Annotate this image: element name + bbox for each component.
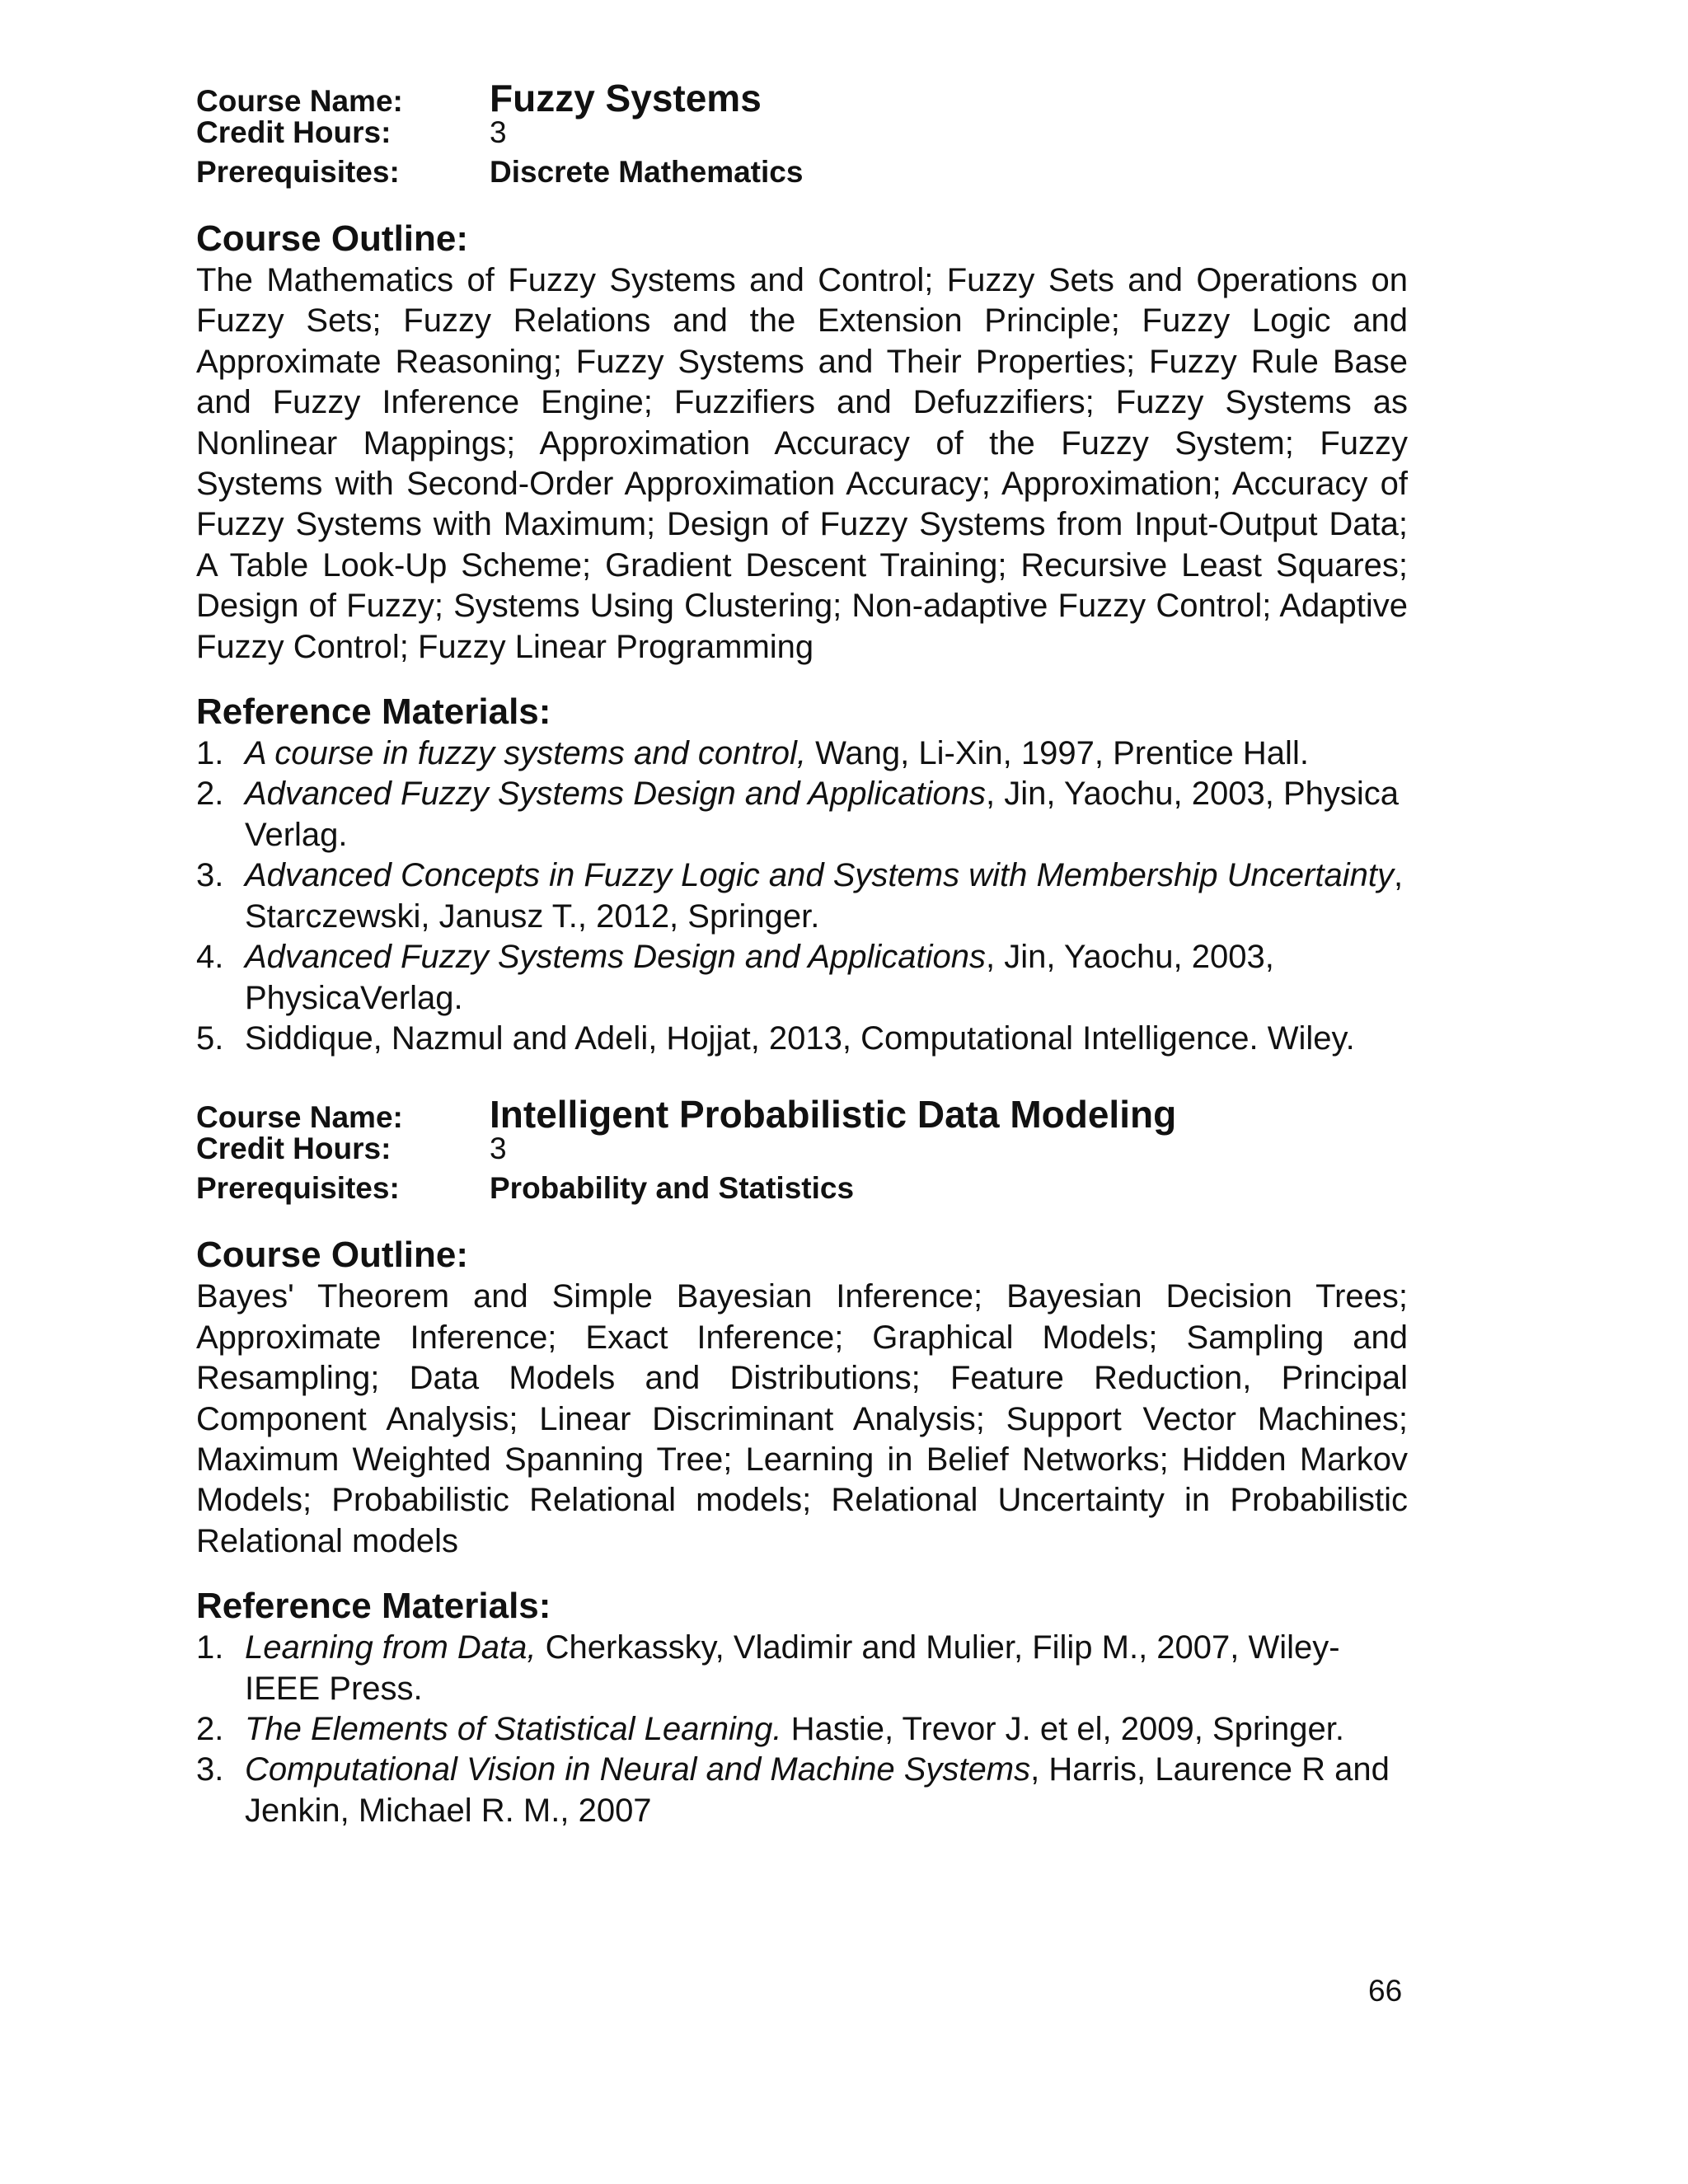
course-name-value: Fuzzy Systems [490, 77, 762, 120]
document-page [196, 76, 1408, 1831]
reference-title: Computational Vision in Neural and Machine Systems [245, 1751, 1031, 1788]
reference-item [196, 1750, 1408, 1831]
page-number: 66 [1368, 1974, 1403, 2008]
course-name-label: Course Name: [196, 1100, 403, 1135]
course-outline-text: Bayes' Theorem and Simple Bayesian Inference; Bayesian Decision Trees; Approximate Inference; Exact Inference; Graphical Models; Sampling and Resampling; Data Models and Distributions; Feature Reduction, Principal Component Analysis; Linear Discriminant Analysis; Support Vector Machines; Maximum Weighted Spanning Tree; Learning in Belief Networks; Hidden Markov Models; Probabilistic Relational models; Relational Uncertainty in Probabilistic Relational models [196, 1278, 1408, 1559]
reference-number: 3. [196, 857, 224, 894]
reference-title: Learning from Data, [245, 1629, 537, 1666]
reference-number: 5. [196, 1019, 224, 1057]
credit-hours-row [196, 115, 1408, 155]
course-name-row [196, 1092, 1408, 1137]
prerequisites-value: Discrete Mathematics [490, 155, 804, 189]
reference-number: 1. [196, 1629, 224, 1666]
credit-hours-label: Credit Hours: [196, 1132, 392, 1166]
course-name-value: Intelligent Probabilistic Data Modeling [490, 1093, 1177, 1137]
reference-number: 4. [196, 939, 224, 976]
reference-details: , Harris, Laurence R and Jenkin, Michael R. M., 2007 [245, 1751, 1390, 1829]
reference-number: 1. [196, 735, 224, 772]
course-outline-text: The Mathematics of Fuzzy Systems and Control; Fuzzy Sets and Operations on Fuzzy Sets; Fuzzy Relations and the Extension Principle; Fuzzy Logic and Approximate Reasoning; Fuzzy Systems and Their Properties; Fuzzy Rule Base and Fuzzy Inference Engine; Fuzzifiers and Defuzzifiers; Fuzzy Systems as Nonlinear Mappings; Approximation Accuracy of the Fuzzy System; Fuzzy Systems with Second-Order Approximation Accuracy; Approximation; Accuracy of Fuzzy Systems with Maximum; Design of Fuzzy Systems from Input-Output Data; A Table Look-Up Scheme; Gradient Descent Training; Recursive Least Squares; Design of Fuzzy; Systems Using Clustering; Non-adaptive Fuzzy Control; Adaptive Fuzzy Control; Fuzzy Linear Programming [196, 262, 1408, 665]
course-outline-heading: Course Outline: [196, 1235, 469, 1276]
prerequisites-label: Prerequisites: [196, 155, 400, 189]
reference-materials-heading: Reference Materials: [196, 691, 551, 733]
reference-number: 2. [196, 1710, 224, 1747]
reference-item [196, 855, 1408, 937]
reference-title: Advanced Fuzzy Systems Design and Applications [245, 939, 986, 976]
reference-title: The Elements of Statistical Learning. [245, 1710, 782, 1747]
reference-details: Wang, Li-Xin, 1997, Prentice Hall. [806, 735, 1309, 772]
prerequisites-value: Probability and Statistics [490, 1171, 855, 1206]
reference-title: Advanced Fuzzy Systems Design and Applications [245, 776, 986, 813]
reference-details: , Jin, Yaochu, 2003, Physica Verlag. [245, 776, 1400, 853]
reference-details: Siddique, Nazmul and Adeli, Hojjat, 2013, Computational Intelligence. Wiley. [245, 1019, 1355, 1057]
course-block-fuzzy-systems [196, 76, 1408, 1059]
reference-details: , Jin, Yaochu, 2003, PhysicaVerlag. [245, 939, 1274, 1016]
reference-list [196, 1628, 1408, 1831]
course-outline-heading: Course Outline: [196, 218, 469, 259]
credit-hours-row [196, 1132, 1408, 1171]
reference-item [196, 937, 1408, 1019]
reference-title: A course in fuzzy systems and control, [245, 735, 807, 772]
reference-item [196, 1628, 1408, 1709]
reference-title: Advanced Concepts in Fuzzy Logic and Systems with Membership Uncertainty [245, 857, 1394, 894]
reference-number: 2. [196, 776, 224, 813]
reference-item [196, 1709, 1408, 1750]
credit-hours-label: Credit Hours: [196, 115, 392, 149]
prerequisites-row [196, 155, 1408, 194]
course-name-label: Course Name: [196, 84, 403, 118]
reference-details: Cherkassky, Vladimir and Mulier, Filip M., 2007, Wiley-IEEE Press. [245, 1629, 1340, 1707]
prerequisites-label: Prerequisites: [196, 1171, 400, 1206]
course-block-probabilistic-data-modeling [196, 1092, 1408, 1831]
reference-item [196, 733, 1408, 774]
reference-details: , Starczewski, Janusz T., 2012, Springer. [245, 857, 1404, 935]
reference-details: Hastie, Trevor J. et el, 2009, Springer. [781, 1710, 1345, 1747]
reference-number: 3. [196, 1751, 224, 1788]
reference-list [196, 733, 1408, 1059]
reference-materials-heading: Reference Materials: [196, 1586, 551, 1627]
reference-item [196, 1019, 1408, 1059]
credit-hours-value: 3 [490, 115, 507, 149]
course-name-row [196, 76, 1408, 120]
reference-item [196, 774, 1408, 855]
credit-hours-value: 3 [490, 1132, 507, 1166]
prerequisites-row [196, 1171, 1408, 1211]
